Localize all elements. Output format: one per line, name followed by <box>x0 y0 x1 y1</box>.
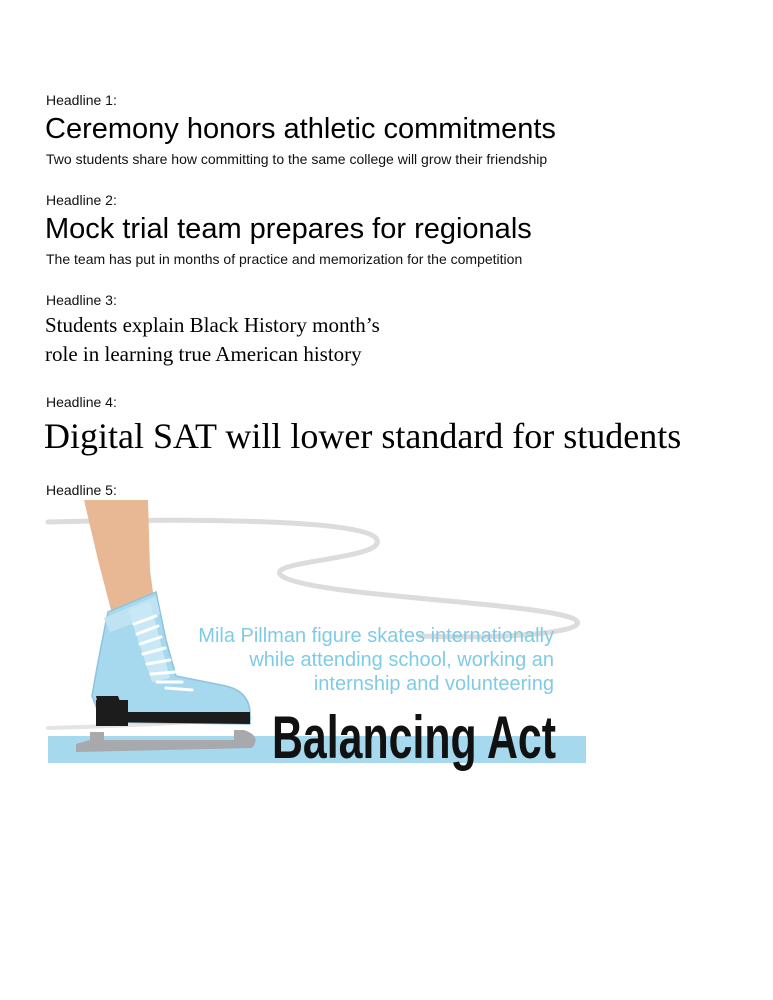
graphic-deck-line-1: Mila Pillman figure skates internationally <box>198 625 554 647</box>
headline-3-title-line-2: role in learning true American history <box>45 342 362 366</box>
headline-3-title-line-1: Students explain Black History month’s <box>45 313 380 337</box>
headline-3-label: Headline 3: <box>46 292 117 308</box>
graphic-deck-line-3: internship and volunteering <box>313 673 554 695</box>
balancing-act-graphic <box>0 500 773 780</box>
headline-4-title: Digital SAT will lower standard for students <box>44 416 682 456</box>
headline-4-label: Headline 4: <box>46 394 117 410</box>
headline-2-title: Mock trial team prepares for regionals <box>45 213 532 245</box>
headline-5-label: Headline 5: <box>46 482 117 498</box>
skate-heel-icon <box>96 700 128 726</box>
headline-1-title: Ceremony honors athletic commitments <box>45 113 556 145</box>
headline-1-subtitle: Two students share how committing to the same college will grow their friendship <box>46 151 548 167</box>
headline-2-label: Headline 2: <box>46 192 117 208</box>
headline-1-label: Headline 1: <box>46 92 117 108</box>
headline-2-subtitle: The team has put in months of practice and memorization for the competition <box>46 251 523 267</box>
graphic-deck-line-2: while attending school, working an <box>249 649 554 671</box>
graphic-title: Balancing Act <box>272 704 557 771</box>
